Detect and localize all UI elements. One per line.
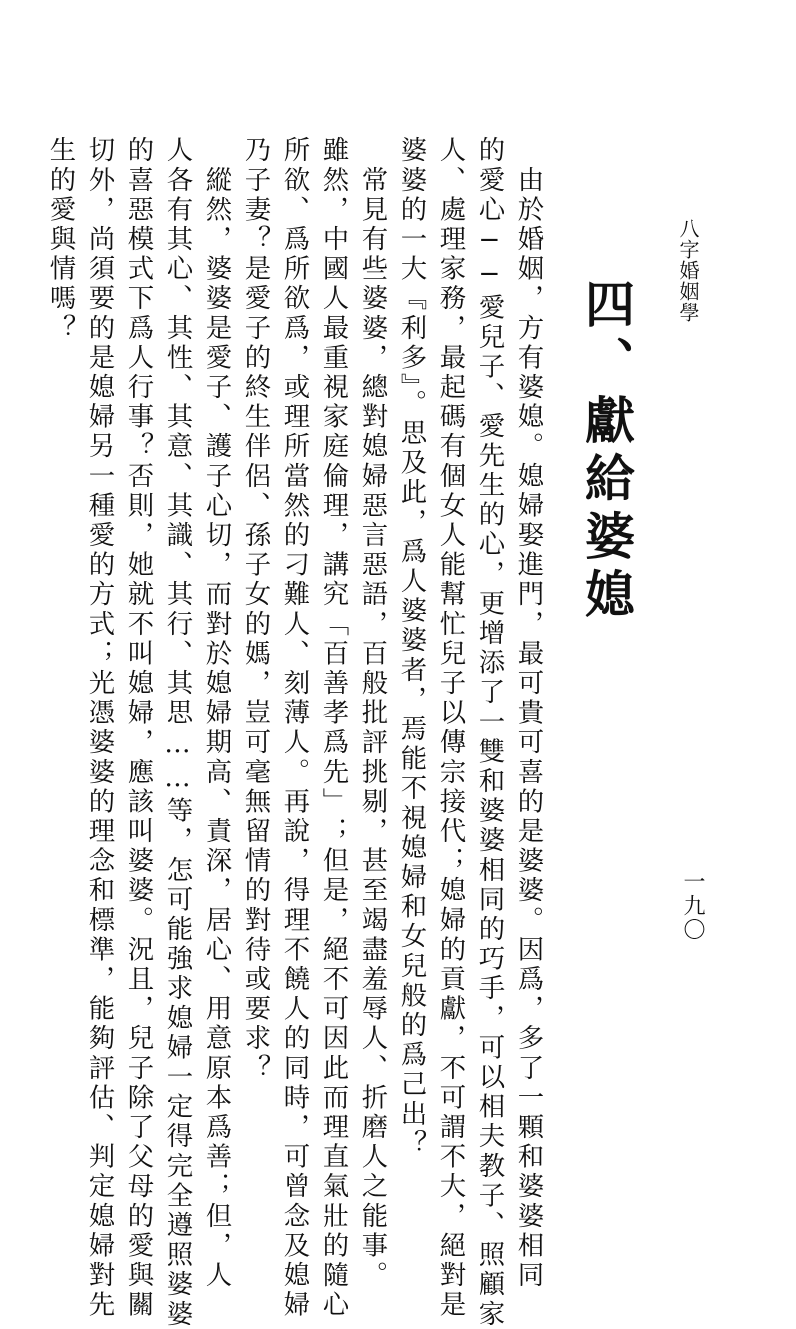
body-line: 由於婚姻，方有婆媳。媳婦娶進門，最可貴可喜的是婆婆。因爲，多了一顆和婆婆相同 xyxy=(513,136,544,1291)
body-line: 縱然，婆婆是愛子、護子心切，而對於媳婦期高、責深，居心、用意原本爲善；但，人 xyxy=(201,136,232,1291)
page-number: 一九〇 xyxy=(680,870,705,942)
body-line: 雖然，中國人最重視家庭倫理，講究「百善孝爲先」；但是，絕不可因此而理直氣壯的隨心 xyxy=(318,136,349,1320)
body-line: 人各有其心、其性、其意、其識、其行、其思……等，怎可能強求媳婦一定得完全遵照婆婆 xyxy=(162,136,193,1329)
body-line: 乃子妻？是愛子的終生伴侶、孫子女的媽，豈可毫無留情的對待或要求？ xyxy=(240,136,271,1084)
body-line: 的喜惡模式下爲人行事？否則，她就不叫媳婦，應該叫婆婆。況且，兒子除了父母的愛與關 xyxy=(123,136,154,1320)
running-title: 八字婚姻學 xyxy=(676,218,700,323)
body-line: 切外，尚須要的是媳婦另一種愛的方式；光憑婆婆的理念和標準，能夠評估、判定媳婦對先 xyxy=(84,136,115,1320)
body-line: 的愛心──愛兒子、愛先生的心，更增添了一雙和婆婆相同的巧手，可以相夫教子、照顧家 xyxy=(474,136,505,1329)
body-line: 所欲、爲所欲爲，或理所當然的刁難人、刻薄人。再說，得理不饒人的同時，可曾念及媳婦 xyxy=(279,136,310,1320)
body-line: 婆婆的一大『利多』。思及此，爲人婆婆者，焉能不視媳婦和女兒般的爲己出？ xyxy=(396,136,427,1159)
body-line: 人、處理家務，最起碼有個女人能幫忙兒子以傳宗接代；媳婦的貢獻，不可謂不大，絕對是 xyxy=(435,136,466,1320)
body-line: 常見有些婆婆，總對媳婦惡言惡語，百般批評挑剔，甚至竭盡羞辱人、折磨人之能事。 xyxy=(357,136,388,1291)
chapter-title: 四、獻給婆媳 xyxy=(577,278,636,626)
body-line: 生的愛與情嗎？ xyxy=(45,136,76,344)
